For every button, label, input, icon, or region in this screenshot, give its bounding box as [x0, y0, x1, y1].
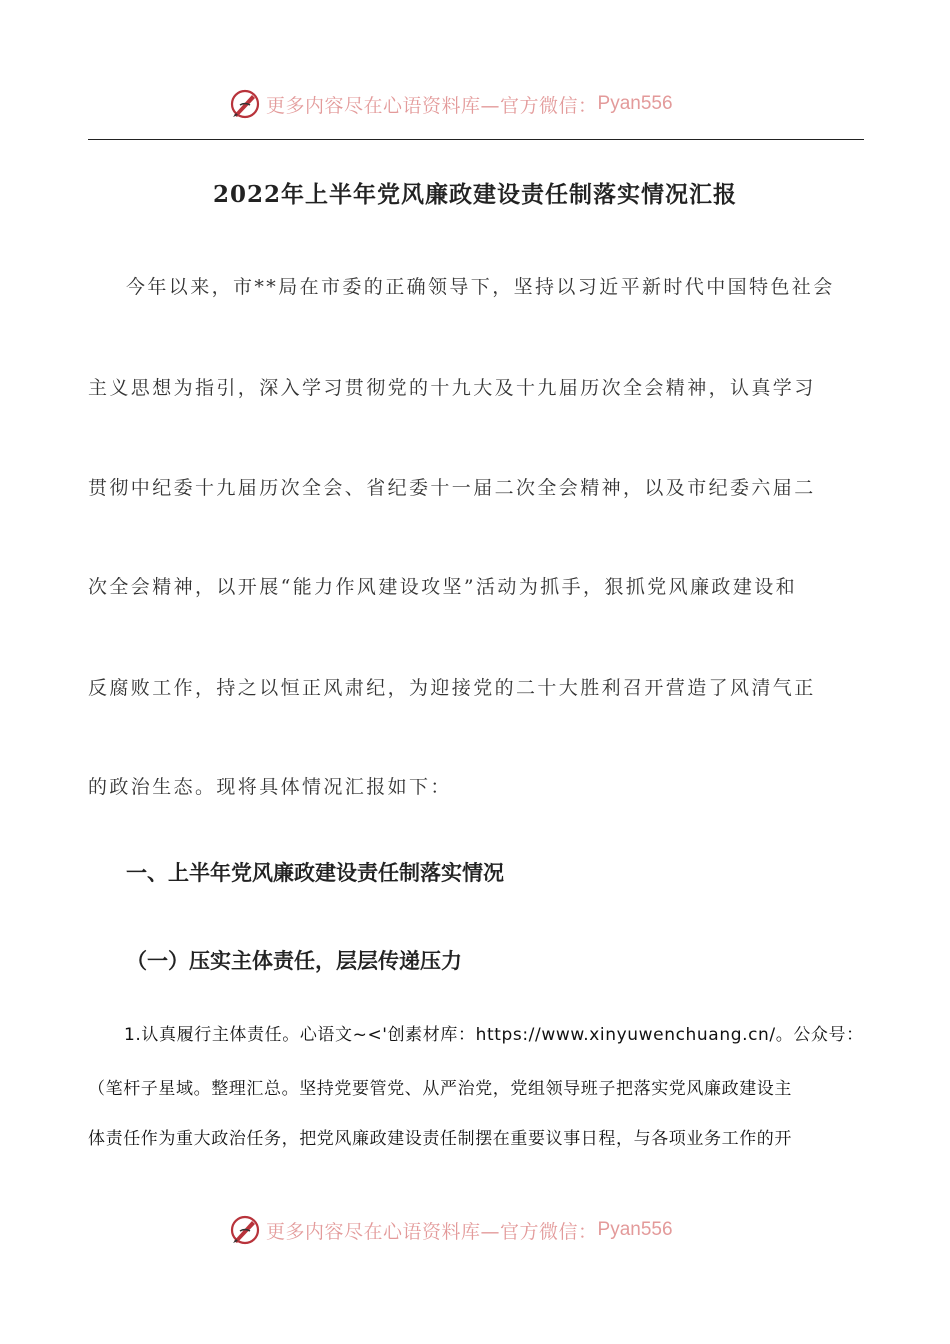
- item-line: （笔杆子星域。整理汇总。坚持党要管党、从严治党，党组领导班子把落实党风廉政建设主: [88, 1079, 792, 1099]
- pen-logo-icon: [228, 87, 262, 121]
- intro-line: 反腐败工作，持之以恒正风肃纪，为迎接党的二十大胜利召开营造了风清气正: [88, 677, 816, 699]
- footer-wechat-id: Pyan556: [597, 1219, 673, 1240]
- footer-banner-text: 更多内容尽在心语资料库—官方微信：: [266, 1220, 598, 1243]
- intro-line: 今年以来，市**局在市委的正确领导下，坚持以习近平新时代中国特色社会: [126, 276, 835, 298]
- section-heading: 一、上半年党风廉政建设责任制落实情况: [126, 861, 504, 885]
- item-line: 体责任作为重大政治任务，把党风廉政建设责任制摆在重要议事日程，与各项业务工作的开: [88, 1129, 792, 1149]
- header-divider: [88, 139, 864, 140]
- footer-banner: [0, 1210, 950, 1250]
- intro-line: 主义思想为指引，深入学习贯彻党的十九大及十九届历次全会精神，认真学习: [88, 377, 816, 399]
- subsection-heading: （一）压实主体责任，层层传递压力: [126, 949, 462, 973]
- header-banner: [0, 84, 950, 124]
- pen-logo-icon: [228, 1213, 262, 1247]
- intro-line: 次全会精神，以开展“能力作风建设攻坚”活动为抓手，狠抓党风廉政建设和: [88, 576, 798, 598]
- intro-line: 的政治生态。现将具体情况汇报如下：: [88, 776, 452, 798]
- header-banner-text: 更多内容尽在心语资料库—官方微信：: [266, 94, 598, 117]
- header-wechat-id: Pyan556: [597, 93, 673, 114]
- intro-line: 贯彻中纪委十九届历次全会、省纪委十一届二次全会精神，以及市纪委六届二: [88, 477, 816, 499]
- item-line: 1.认真履行主体责任。心语文~<'创素材库：https://www.xinyuwenchuang.cn/。公众号：: [124, 1025, 864, 1045]
- document-title: 2022年上半年党风廉政建设责任制落实情况汇报: [212, 181, 737, 208]
